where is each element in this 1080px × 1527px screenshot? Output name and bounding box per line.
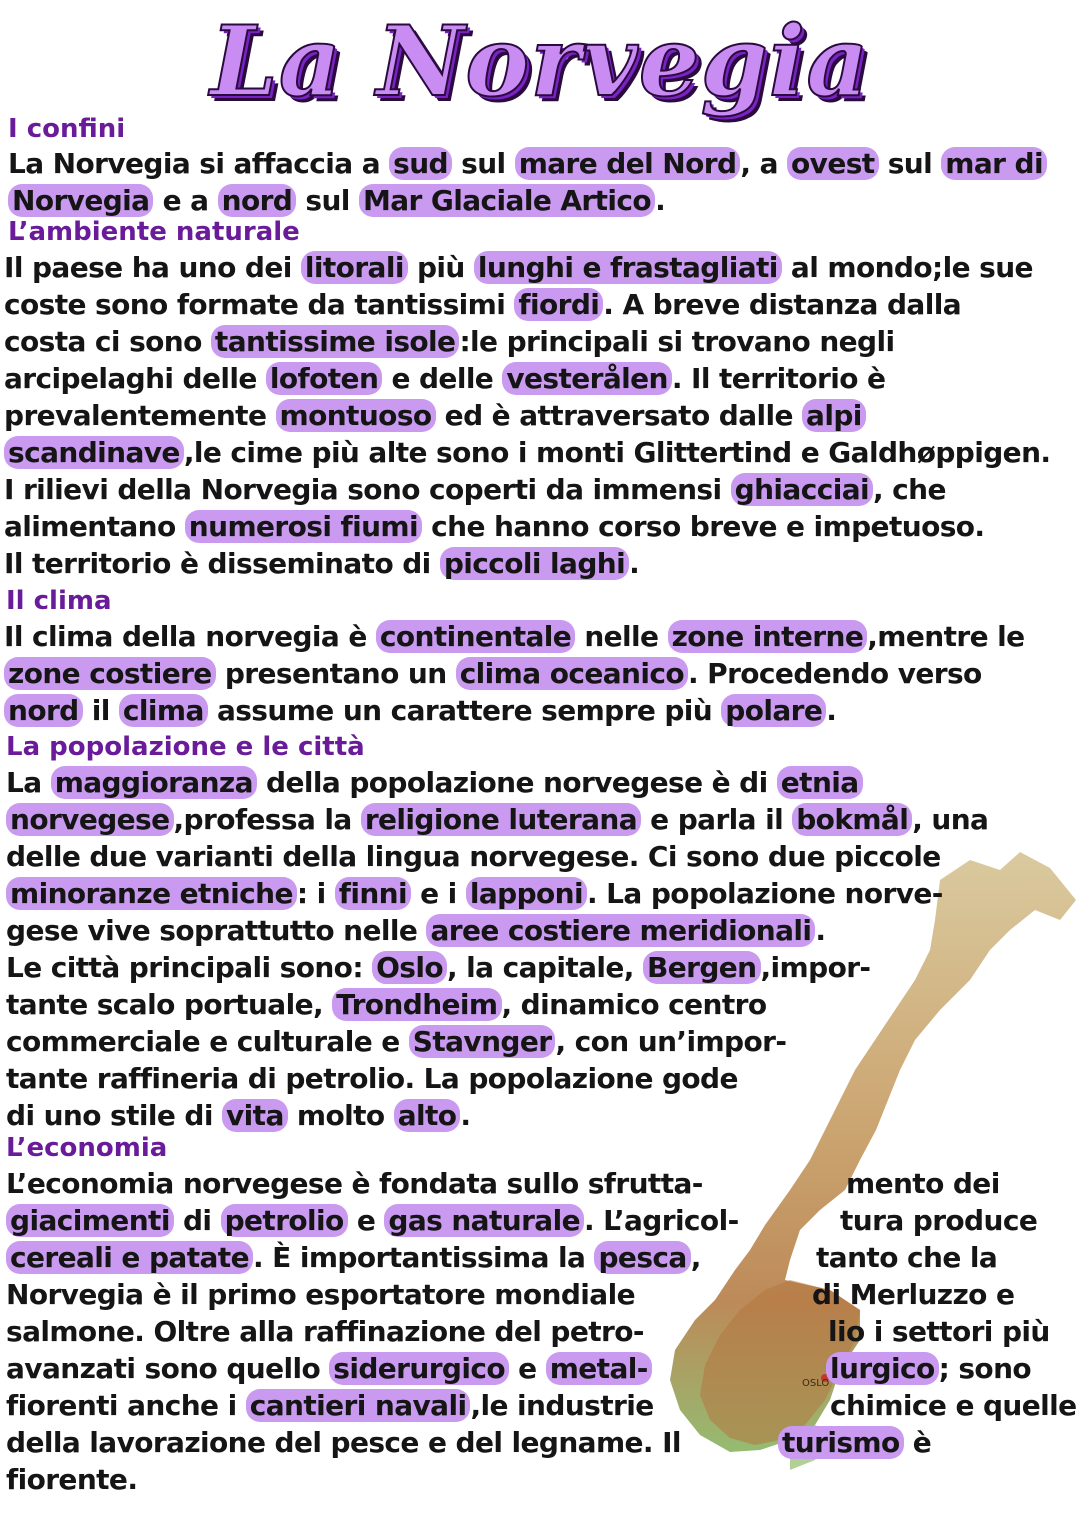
text-segment: lio i settori più [828, 1315, 1050, 1348]
text-segment: L’economia [6, 1133, 168, 1163]
text-segment: che hanno corso breve e impetuoso. [421, 510, 985, 543]
highlighted-term: religione luterana [361, 803, 641, 836]
text-line [6, 1462, 137, 1498]
text-segment: La Norvegia si affaccia a [8, 147, 390, 180]
text-segment: nelle [575, 620, 668, 653]
text-line [6, 1425, 681, 1461]
text-segment: . [460, 1099, 471, 1132]
text-segment: . A breve distanza dalla [603, 288, 962, 321]
highlighted-term: etnia [777, 766, 863, 799]
highlighted-term: norvegese [6, 803, 174, 836]
text-segment: presentano un [215, 657, 456, 690]
section-heading [6, 731, 365, 763]
text-segment: Il clima [6, 586, 112, 616]
text-segment: . Procedendo verso [687, 657, 982, 690]
text-line [6, 839, 941, 875]
highlighted-term: continentale [376, 620, 575, 653]
text-segment: gese vive soprattutto nelle [6, 914, 427, 947]
text-line [828, 1314, 1050, 1350]
text-segment: e i [411, 877, 466, 910]
text-line [4, 509, 984, 545]
text-segment: prevalentemente [4, 399, 276, 432]
text-line [8, 146, 1047, 182]
text-segment: I confini [8, 114, 126, 144]
text-line [6, 1024, 786, 1060]
text-segment: sul [878, 147, 942, 180]
text-segment: tante scalo portuale, [6, 988, 333, 1021]
highlighted-term: numerosi fiumi [185, 510, 422, 543]
highlighted-term: zone interne [668, 620, 868, 653]
highlighted-term: petrolio [221, 1204, 348, 1237]
text-segment: I rilievi della Norvegia sono coperti da immensi [4, 473, 731, 506]
text-segment: e a [153, 184, 218, 217]
text-segment: ,le industrie [470, 1389, 654, 1422]
text-segment: e parla il [641, 803, 793, 836]
text-segment: :le principali si trovano negli [459, 325, 895, 358]
highlighted-term: litorali [301, 251, 408, 284]
text-segment: mento dei [846, 1167, 1000, 1200]
text-segment: , a [740, 147, 788, 180]
highlighted-term: Norvegia [8, 184, 153, 217]
text-segment: della popolazione norvegese è di [256, 766, 777, 799]
highlighted-term: alpi [802, 399, 866, 432]
text-segment: , con un’impor- [555, 1025, 787, 1058]
text-line [6, 1351, 652, 1387]
highlighted-term: fiordi [514, 288, 603, 321]
highlighted-term: siderurgico [329, 1352, 509, 1385]
text-segment: salmone. Oltre alla raffinazione del petro- [6, 1315, 644, 1348]
highlighted-term: clima oceanico [456, 657, 688, 690]
highlighted-term: finni [335, 877, 411, 910]
text-line [4, 693, 836, 729]
text-segment: di uno stile di [6, 1099, 223, 1132]
highlighted-term: nord [218, 184, 297, 217]
text-segment: fiorenti anche i [6, 1389, 246, 1422]
text-segment: , dinamico centro [501, 988, 767, 1021]
highlighted-term: cereali e patate [6, 1241, 253, 1274]
highlighted-term: lunghi e frastagliati [474, 251, 782, 284]
text-segment: Il paese ha uno dei [4, 251, 301, 284]
text-line [6, 1314, 644, 1350]
highlighted-term: Bergen [643, 951, 761, 984]
text-line [6, 876, 943, 912]
highlighted-term: Oslo [372, 951, 447, 984]
text-segment: più [407, 251, 474, 284]
text-segment: avanzati sono quello [6, 1352, 330, 1385]
section-heading [8, 113, 125, 145]
highlighted-term: polare [721, 694, 826, 727]
text-segment: , [690, 1241, 701, 1274]
highlighted-term: mar di [941, 147, 1047, 180]
text-segment: . La popolazione norve- [587, 877, 943, 910]
highlighted-term: giacimenti [6, 1204, 174, 1237]
text-line [6, 987, 766, 1023]
text-segment: è [903, 1426, 932, 1459]
highlighted-term: aree costiere meridionali [426, 914, 815, 947]
page-title: La Norvegia [210, 5, 870, 118]
highlighted-term: lurgico [826, 1352, 939, 1385]
highlighted-term: minoranze etniche [6, 877, 297, 910]
text-segment: il [82, 694, 119, 727]
highlighted-term: montuoso [276, 399, 436, 432]
text-segment: : i [296, 877, 335, 910]
highlighted-term: bokmål [792, 803, 912, 836]
text-line [8, 183, 665, 219]
text-segment: Le città principali sono: [6, 951, 373, 984]
text-segment: tura produce [840, 1204, 1038, 1237]
text-segment: L’ambiente naturale [8, 217, 300, 247]
text-segment: . [629, 547, 640, 580]
text-line [4, 250, 1033, 286]
highlighted-term: lapponi [466, 877, 587, 910]
text-segment: tanto che la [816, 1241, 998, 1274]
highlighted-term: Stavnger [409, 1025, 556, 1058]
text-segment: La popolazione e le città [6, 732, 365, 762]
text-line [826, 1351, 1031, 1387]
text-segment: ,professa la [173, 803, 361, 836]
text-segment: , la capitale, [446, 951, 643, 984]
text-segment: della lavorazione del pesce e del legname. Il [6, 1426, 681, 1459]
text-segment: e [347, 1204, 385, 1237]
text-line [778, 1425, 931, 1461]
text-segment: molto [287, 1099, 394, 1132]
section-heading [6, 1132, 167, 1164]
text-segment: Il clima della norvegia è [4, 620, 376, 653]
text-line [4, 287, 961, 323]
text-segment: costa ci sono [4, 325, 211, 358]
text-line [4, 324, 895, 360]
text-line [4, 619, 1025, 655]
highlighted-term: tantissime isole [211, 325, 460, 358]
text-line [4, 656, 982, 692]
section-heading [6, 585, 112, 617]
text-segment: sul [451, 147, 515, 180]
text-segment: , una [912, 803, 989, 836]
text-segment: ; sono [938, 1352, 1032, 1385]
text-segment: . Il territorio è [671, 362, 886, 395]
text-line [6, 1240, 701, 1276]
text-line [830, 1388, 1077, 1424]
text-segment: alimentano [4, 510, 185, 543]
highlighted-term: mare del Nord [515, 147, 741, 180]
highlighted-term: cantieri navali [246, 1389, 471, 1422]
highlighted-term: piccoli laghi [440, 547, 629, 580]
highlighted-term: lofoten [266, 362, 382, 395]
highlighted-term: Mar Glaciale Artico [359, 184, 655, 217]
text-line [4, 472, 946, 508]
highlighted-term: vesterålen [502, 362, 672, 395]
text-segment: Norvegia è il primo esportatore mondiale [6, 1278, 635, 1311]
text-segment: ,impor- [760, 951, 871, 984]
highlighted-term: pesca [594, 1241, 690, 1274]
text-line [6, 1166, 703, 1202]
text-segment: e delle [382, 362, 503, 395]
text-line [6, 1203, 739, 1239]
text-line [6, 950, 870, 986]
highlighted-term: Trondheim [332, 988, 501, 1021]
text-line [6, 1061, 738, 1097]
highlighted-term: turismo [778, 1426, 904, 1459]
text-line [816, 1240, 997, 1276]
text-line [6, 1388, 654, 1424]
text-segment: di [173, 1204, 221, 1237]
text-segment: Il territorio è disseminato di [4, 547, 440, 580]
text-line [846, 1166, 1000, 1202]
text-line [6, 802, 988, 838]
map-label-oslo: OSLO [802, 1378, 830, 1389]
text-line [6, 1277, 635, 1313]
text-segment: ,le cime più alte sono i monti Glittertind e Galdhøppigen. [183, 436, 1051, 469]
text-segment: , che [873, 473, 946, 506]
text-line [4, 435, 1050, 471]
text-segment: di Merluzzo e [812, 1278, 1015, 1311]
highlighted-term: metal- [546, 1352, 652, 1385]
text-line [6, 913, 825, 949]
highlighted-term: zone costiere [4, 657, 216, 690]
text-segment: assume un carattere sempre più [207, 694, 722, 727]
highlighted-term: sud [389, 147, 452, 180]
text-segment: arcipelaghi delle [4, 362, 266, 395]
text-line [4, 546, 639, 582]
text-line [4, 361, 885, 397]
text-segment: . [655, 184, 666, 217]
text-line [812, 1277, 1014, 1313]
highlighted-term: scandinave [4, 436, 184, 469]
highlighted-term: ghiacciai [731, 473, 873, 506]
text-segment: La [6, 766, 51, 799]
text-segment: chimice e quelle [830, 1389, 1077, 1422]
text-segment: tante raffineria di petrolio. La popolazione gode [6, 1062, 738, 1095]
highlighted-term: vita [222, 1099, 288, 1132]
text-segment: . [815, 914, 826, 947]
text-line [840, 1203, 1037, 1239]
highlighted-term: nord [4, 694, 83, 727]
text-segment: commerciale e culturale e [6, 1025, 409, 1058]
text-segment: . L’agricol- [583, 1204, 739, 1237]
text-segment: delle due varianti della lingua norvegese. Ci sono due piccole [6, 840, 941, 873]
highlighted-term: alto [394, 1099, 461, 1132]
text-segment: coste sono formate da tantissimi [4, 288, 515, 321]
highlighted-term: clima [119, 694, 208, 727]
text-segment: L’economia norvegese è fondata sullo sfrutta- [6, 1167, 703, 1200]
text-line [6, 1098, 470, 1134]
text-segment: . È importantissima la [252, 1241, 595, 1274]
text-segment: ed è attraversato dalle [435, 399, 803, 432]
text-segment: ,mentre le [867, 620, 1025, 653]
text-segment: fiorente. [6, 1463, 138, 1496]
text-segment: . [826, 694, 837, 727]
text-segment: al mondo;le sue [781, 251, 1033, 284]
highlighted-term: gas naturale [384, 1204, 584, 1237]
section-heading [8, 216, 300, 248]
highlighted-term: ovest [787, 147, 879, 180]
text-segment: sul [296, 184, 359, 217]
highlighted-term: maggioranza [51, 766, 257, 799]
text-line [6, 765, 863, 801]
text-segment: e [509, 1352, 546, 1385]
text-line [4, 398, 866, 434]
